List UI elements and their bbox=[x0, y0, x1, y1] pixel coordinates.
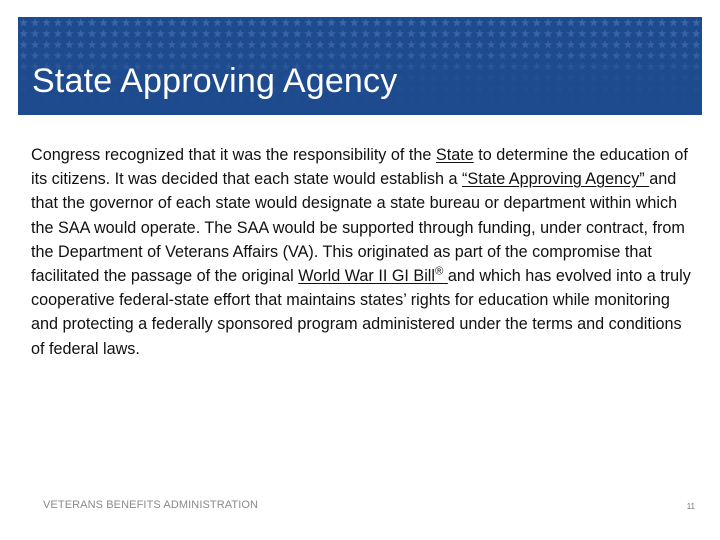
body-text-segment: and which has evolved into a truly cooperative federal-state effort that maintains states’ rights for education while monitoring and protecting a federally sponsored program administered under the terms and conditions of federal laws. bbox=[31, 267, 691, 358]
slide-title: State Approving Agency bbox=[32, 62, 398, 100]
footer-organization: VETERANS BENEFITS ADMINISTRATION bbox=[43, 499, 259, 511]
page-number: 11 bbox=[686, 502, 695, 511]
body-paragraph bbox=[31, 143, 697, 361]
body-text-segment: and that the governor of each state would designate a state bureau or department within which the SAA would operate. The SAA would be supported through funding, under contract, from the Department of Veterans Affairs (VA). This originated as part of the compromise that facilitated the passage of the original bbox=[31, 170, 685, 286]
state-approving-agency-link[interactable]: “State Approving Agency” bbox=[462, 170, 650, 189]
gi-bill-link[interactable] bbox=[298, 267, 448, 285]
state-link[interactable]: State bbox=[435, 146, 474, 164]
gi-bill-link-text: World War II GI Bill bbox=[298, 267, 435, 286]
header-banner bbox=[18, 17, 702, 115]
registered-mark: ® bbox=[435, 265, 444, 278]
body-text-segment: to determine the education of its citizens. It was decided that each state would establish a bbox=[31, 146, 688, 189]
body-text-segment: Congress recognized that it was the responsibility of the bbox=[31, 146, 436, 164]
